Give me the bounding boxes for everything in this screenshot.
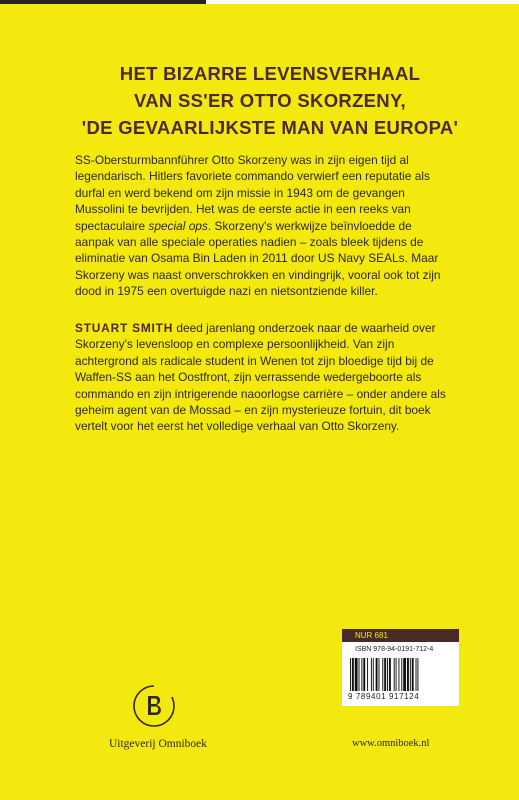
omniboek-logo-icon bbox=[131, 683, 177, 729]
publisher-name: Uitgeverij Omniboek bbox=[108, 738, 208, 750]
barcode-box bbox=[342, 642, 459, 706]
author-paragraph-text: deed jarenlang onderzoek naar de waarheid over Skorzeny's levensloop en complexe persoonlijkheid. Van zijn achtergrond als radicale student in Wenen tot zijn bloedige tijd bij de Waffen-SS aan het Oostfront, zijn verrassende wedergeboorte als commando en zijn intrigerende naoorlogse carrière – onder andere als geheim agent van de Mossad – en zijn mysterieuze fortuin, dit boek vertelt voor het eerst het volledige verhaal van Otto Skorzeny. bbox=[75, 321, 446, 434]
nur-code: NUR 681 bbox=[342, 629, 459, 642]
barcode-number: 9 789401 917124 bbox=[348, 692, 420, 701]
top-edge-strip bbox=[0, 0, 519, 4]
headline bbox=[60, 60, 480, 141]
intro-text-start: SS-Obersturmbannführer Otto Skorzeny was in zijn eigen tijd al legendarisch. Hitlers favoriete commando verwierf een reputatie als durfal en werd bekend om zijn missie in 1943 om de gevangen Mussolini te bevrijden. Het was de eerste actie in een reeks van spectaculaire bbox=[75, 153, 430, 233]
publisher-website: www.omniboek.nl bbox=[352, 738, 430, 749]
author-paragraph bbox=[75, 320, 450, 435]
isbn-label: ISBN 978-94-0191-712-4 bbox=[355, 646, 434, 653]
headline-line-1: HET BIZARRE LEVENSVERHAAL bbox=[119, 63, 421, 84]
intro-paragraph bbox=[75, 152, 450, 300]
headline-line-3: 'DE GEVAARLIJKSTE MAN VAN EUROPA' bbox=[81, 117, 459, 138]
headline-line-2: VAN SS'ER OTTO SKORZENY, bbox=[133, 90, 406, 111]
spine-edge bbox=[0, 0, 206, 4]
ean-barcode-icon bbox=[350, 658, 453, 691]
author-name: STUART SMITH bbox=[75, 321, 174, 335]
intro-text-end: . Skorzeny's werkwijze beïnvloedde de aanpak van alle speciale operaties nadien – zoals bleek tijdens de eliminatie van Osama Bin Laden in 2011 door US Navy SEALs. Maar Skorzeny was naast onverschrokken en vindingrijk, vooral ook tot zijn dood in 1975 een overtuigde nazi en nietsontziende killer. bbox=[75, 218, 441, 299]
intro-italic-term: special ops bbox=[148, 218, 208, 233]
